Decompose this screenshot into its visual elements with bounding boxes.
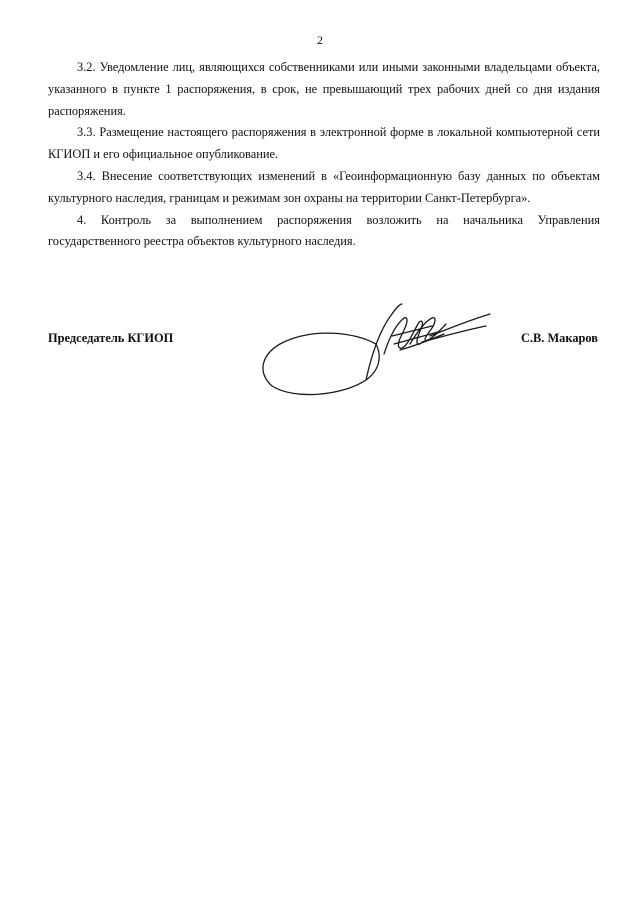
- paragraph-3-4: 3.4. Внесение соответствующих изменений в «Геоинформационную базу данных по объектам культурного наследия, границам и режимам зон охраны на территории Санкт-Петербурга».: [48, 168, 600, 205]
- paragraph-3-3: 3.3. Размещение настоящего распоряжения в электронной форме в локальной компьютерной сети КГИОП и его официальное опубликование.: [48, 125, 600, 162]
- document-body: [48, 57, 600, 253]
- signer-title: Председатель КГИОП: [48, 331, 174, 345]
- signer-name: С.В. Макаров: [520, 331, 598, 345]
- handwritten-signature: [254, 292, 494, 402]
- paragraph-4: 4. Контроль за выполнением распоряжения возложить на начальника Управления государственного реестра объектов культурного наследия.: [48, 212, 600, 249]
- page-number: 2: [317, 33, 323, 47]
- paragraph-3-2: 3.2. Уведомление лиц, являющихся собственниками или иными законными владельцами объекта, указанного в пункте 1 распоряжения, в срок, не превышающий трех рабочих дней со дня издания распоряжения.: [48, 60, 600, 118]
- signature-block: [48, 290, 600, 410]
